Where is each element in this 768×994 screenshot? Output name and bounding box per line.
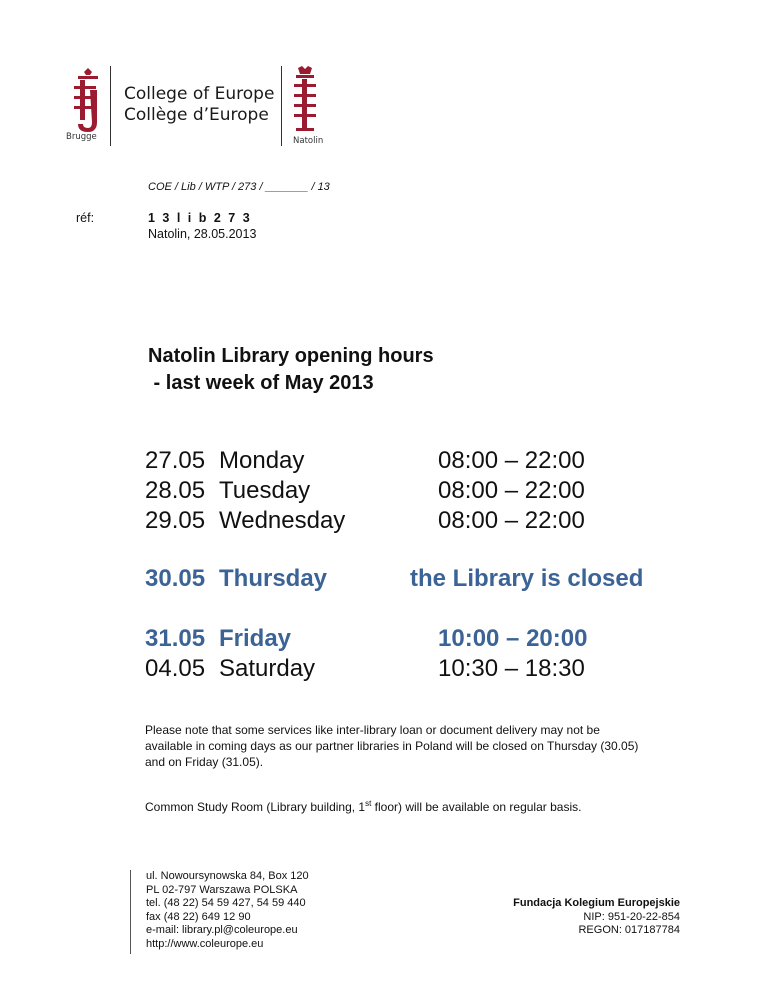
foundation-info xyxy=(470,897,680,938)
email-line: e-mail: library.pl@coleurope.eu xyxy=(146,924,298,936)
schedule-closed-notice: the Library is closed xyxy=(410,565,644,592)
title-line-1: Natolin Library opening hours xyxy=(148,345,434,367)
reference-line: COE / Lib / WTP / 273 / _______ / 13 xyxy=(148,181,330,193)
campus-label-left: Brugge xyxy=(66,132,97,142)
address-line: ul. Nowoursynowska 84, Box 120 xyxy=(146,870,309,882)
footer-address xyxy=(146,870,309,951)
schedule-date: 04.05 xyxy=(145,655,206,682)
website-line: http://www.coleurope.eu xyxy=(146,937,264,950)
foundation-name: Fundacja Kolegium Europejskie xyxy=(513,897,680,909)
ordinal-suffix: st xyxy=(365,799,372,808)
schedule-date: 30.05 xyxy=(145,565,206,592)
service-note: Please note that some services like inter-library loan or document delivery may not be available in coming days as our partner libraries in Poland will be closed on Thursday (30.05) and on Friday (31.05). xyxy=(145,723,639,769)
schedule-day: Wednesday xyxy=(219,507,346,534)
college-emblem-natolin-logo xyxy=(282,66,328,136)
schedule-hours: 10:30 – 18:30 xyxy=(438,655,585,682)
address-line: PL 02-797 Warszawa POLSKA xyxy=(146,883,298,896)
fax-line: fax (48 22) 649 12 90 xyxy=(146,910,251,923)
college-name xyxy=(124,84,274,126)
schedule-date: 27.05 xyxy=(145,447,206,474)
schedule-day: Monday xyxy=(219,447,305,474)
schedule-date: 28.05 xyxy=(145,477,206,504)
phone-line: tel. (48 22) 54 59 427, 54 59 440 xyxy=(146,897,306,909)
reference-code: 1 3 l i b 2 7 3 xyxy=(148,211,252,225)
nip-number: NIP: 951-20-22-854 xyxy=(583,910,680,923)
schedule-hours: 08:00 – 22:00 xyxy=(438,447,585,474)
schedule-hours: 08:00 – 22:00 xyxy=(438,507,585,534)
schedule-day: Thursday xyxy=(219,565,328,592)
schedule-day: Friday xyxy=(219,625,292,652)
reference-label: réf: xyxy=(76,211,95,225)
college-name-fr: Collège d’Europe xyxy=(124,105,269,125)
schedule-date: 29.05 xyxy=(145,507,206,534)
letterhead xyxy=(0,0,768,160)
schedule-day: Tuesday xyxy=(219,477,311,504)
study-room-note xyxy=(145,796,645,815)
schedule-day: Saturday xyxy=(219,655,316,682)
campus-label-right: Natolin xyxy=(293,136,324,146)
page-title xyxy=(148,343,434,397)
place-date: Natolin, 28.05.2013 xyxy=(148,227,257,241)
study-room-note-text-end: floor) will be available on regular basis. xyxy=(371,800,582,814)
footer-divider xyxy=(130,870,131,954)
header-divider-left xyxy=(110,66,111,146)
study-room-note-text: Common Study Room (Library building, 1 xyxy=(145,800,366,814)
regon-number: REGON: 017187784 xyxy=(578,924,680,936)
college-name-en: College of Europe xyxy=(124,84,275,104)
schedule-hours: 08:00 – 22:00 xyxy=(438,477,585,504)
schedule-hours: 10:00 – 20:00 xyxy=(438,625,588,652)
schedule-date: 31.05 xyxy=(145,625,206,652)
title-line-2: - last week of May 2013 xyxy=(148,372,374,394)
